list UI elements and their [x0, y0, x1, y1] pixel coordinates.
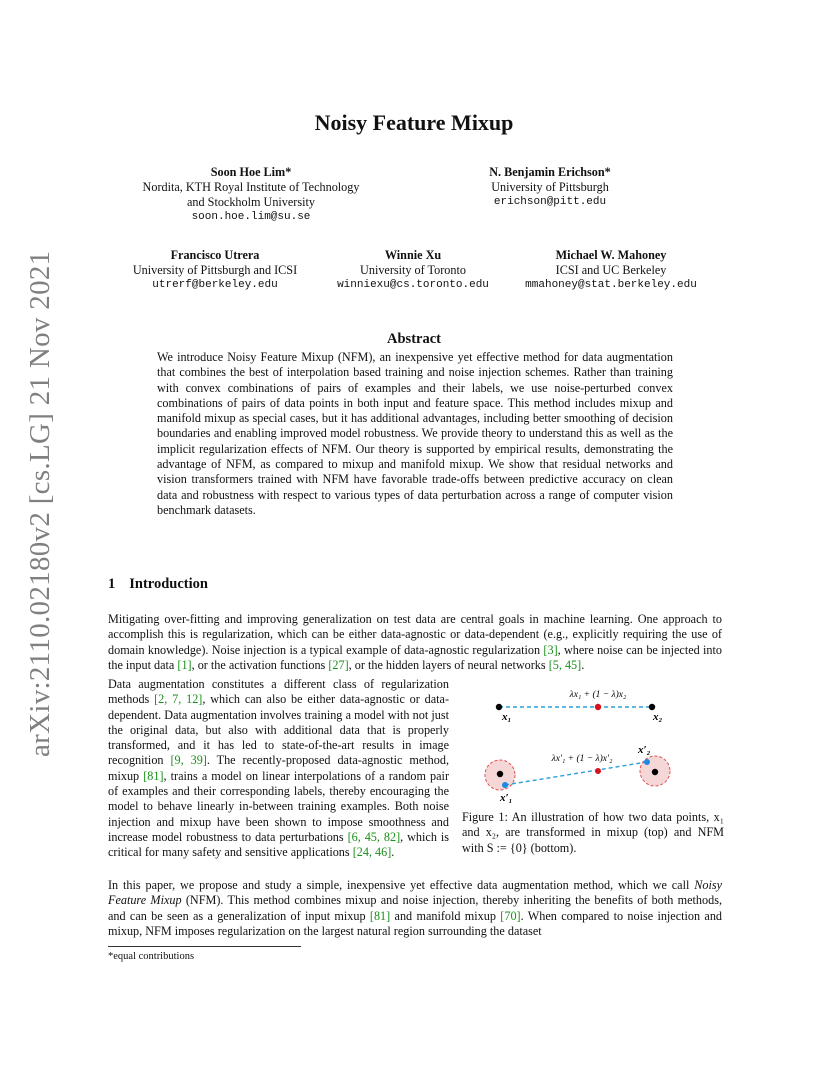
author-block — [130, 165, 372, 225]
paragraph-text: Data augmentation constitutes a different class of regularization methods — [108, 677, 449, 707]
paragraph-text: . — [581, 657, 585, 672]
body-paragraph — [108, 677, 449, 861]
method-name: Noisy Feature Mixup — [108, 878, 722, 908]
author-name: Soon Hoe Lim* — [210, 165, 292, 179]
citation-link[interactable]: [2, 7, 12] — [154, 692, 203, 707]
author-affiliation: and Stockholm University — [187, 195, 315, 209]
body-paragraph — [108, 612, 722, 673]
author-affiliation: ICSI and UC Berkeley — [555, 263, 667, 277]
section-number: 1 — [108, 576, 116, 592]
author-affiliation: University of Toronto — [360, 263, 466, 277]
citation-link[interactable]: [27] — [328, 657, 349, 672]
paragraph-text: , or the hidden layers of neural networks — [348, 657, 549, 672]
label-x1: x₁ — [502, 711, 512, 723]
paper-title: Noisy Feature Mixup — [314, 110, 514, 135]
author-name: Winnie Xu — [384, 248, 442, 262]
author-block — [326, 248, 500, 293]
author-name: N. Benjamin Erichson* — [489, 165, 611, 179]
author-name: Francisco Utrera — [170, 248, 260, 262]
paragraph-text: In this paper, we propose and study a simple, inexpensive yet effective data augmentation method, which we call — [108, 878, 695, 892]
point-x2 — [652, 769, 658, 775]
point-x1 — [497, 771, 503, 777]
label-x1-prime: x′₁ — [500, 792, 513, 804]
paragraph-text: Mitigating over-fitting and improving generalization on test data are central goals in machine learning. One approach to accomplish this is regularization, which can be either data-agnostic or data-dependent (e.g., explicitly requiring the use of domain knowledge). Noise injection is a typical example of data-agnostic regularization — [108, 612, 722, 657]
citation-link[interactable]: [9, 39] — [170, 753, 207, 768]
paragraph-text: , which is critical for many safety and sensitive applications — [108, 829, 449, 860]
footnote: *equal contributions — [108, 951, 195, 962]
paragraph-text: , which can also be either data-agnostic or data-dependent. Data augmentation involves training a model with not just the original data, but also with additional data that is properly transformed, and it has led to state-of-the-art results in image recognition — [108, 692, 449, 768]
author-affiliation: University of Pittsburgh — [491, 180, 609, 194]
abstract-heading: Abstract — [387, 331, 441, 347]
arxiv-identifier: arXiv:2110.02180v2 [cs.LG] 21 Nov 2021 — [24, 250, 56, 757]
figure-caption: Figure 1: An illustration of how two data points, x₁ and x₂, are transformed in mixup (top) and NFM with S := {0} (bottom). — [462, 810, 724, 855]
paragraph-text: , or the activation functions — [191, 657, 329, 672]
paragraph-text: . When compared to noise injection and mixup, NFM imposes regularization on the largest natural region surrounding the dataset — [108, 908, 723, 938]
author-affiliation: University of Pittsburgh and ICSI — [132, 263, 298, 277]
author-name: Michael W. Mahoney — [555, 248, 667, 262]
citation-link[interactable]: [70] — [500, 908, 521, 923]
author-email: erichson@pitt.edu — [493, 196, 607, 208]
label-mixup-combination: λx₁ + (1 − λ)x₂ — [569, 690, 627, 700]
citation-link[interactable]: [5, 45] — [548, 657, 582, 672]
author-block — [118, 248, 312, 293]
citation-link[interactable]: [3] — [543, 642, 558, 657]
author-email: winniexu@cs.toronto.edu — [337, 279, 489, 291]
author-email: mmahoney@stat.berkeley.edu — [525, 279, 697, 291]
citation-link[interactable]: [81] — [143, 768, 164, 783]
paragraph-text: . — [391, 845, 395, 860]
citation-link[interactable]: [6, 45, 82] — [347, 829, 401, 844]
nfm-dashed-line — [505, 762, 647, 785]
paragraph-text: . The recently-proposed data-agnostic method, mixup — [108, 753, 449, 783]
label-nfm-combination: λx′₁ + (1 − λ)x′₂ — [551, 754, 613, 764]
paragraph-text: , where noise can be injected into the input data — [108, 642, 722, 672]
citation-link[interactable]: [81] — [369, 908, 391, 923]
citation-link[interactable]: [24, 46] — [352, 845, 392, 860]
author-block — [514, 248, 708, 293]
paragraph-text: , trains a model on linear interpolations of a random pair of examples and their corresponding labels, thereby encouraging the model to behave linearly in-between training examples. Both noise injection and mixup have been shown to impose smoothness and increase model robustness to data perturbations — [108, 768, 449, 844]
point-x2 — [649, 704, 655, 710]
section-heading — [108, 576, 208, 593]
author-block — [460, 165, 640, 210]
mixup-illustration-figure — [462, 683, 724, 811]
label-x2: x₂ — [653, 711, 663, 723]
mixup-point — [595, 704, 601, 710]
perturbed-point-x2 — [644, 759, 650, 765]
citation-link[interactable]: [1] — [177, 657, 192, 672]
point-x1 — [496, 704, 502, 710]
label-x2-prime: x′₂ — [638, 744, 651, 756]
footnote-rule — [108, 946, 301, 947]
paragraph-text: (NFM). This method combines mixup and noise injection, thereby inheriting the benefits of both methods, and can be seen as a generalization of input mixup — [108, 893, 722, 923]
perturbed-point-x1 — [502, 782, 508, 788]
paragraph-text: and manifold mixup — [390, 908, 501, 923]
nfm-mix-point — [595, 768, 601, 774]
author-email: utrerf@berkeley.edu — [152, 279, 278, 291]
author-affiliation: Nordita, KTH Royal Institute of Technology — [142, 180, 360, 194]
section-title: Introduction — [129, 576, 208, 592]
abstract-text: We introduce Noisy Feature Mixup (NFM), an inexpensive yet effective method for data augmentation that combines the best of interpolation based training and noise injection schemes. Rather than training with convex combinations of pairs of examples and their labels, we use noise-perturbed convex combinations of pairs of data points in both input and feature space. This method includes mixup and manifold mixup as special cases, but it has additional advantages, including better smoothing of decision boundaries and enabling improved model robustness. We provide theory to understand this as well as the implicit regularization effects of NFM. Our theory is supported by empirical results, demonstrating the advantage of NFM, as compared to mixup and manifold mixup. We show that residual networks and vision transformers trained with NFM have favorable trade-offs between predictive accuracy on clean data and robustness with respect to various types of data perturbation across a range of computer vision benchmark datasets. — [157, 350, 673, 517]
body-paragraph — [108, 878, 722, 939]
author-email: soon.hoe.lim@su.se — [191, 211, 311, 223]
